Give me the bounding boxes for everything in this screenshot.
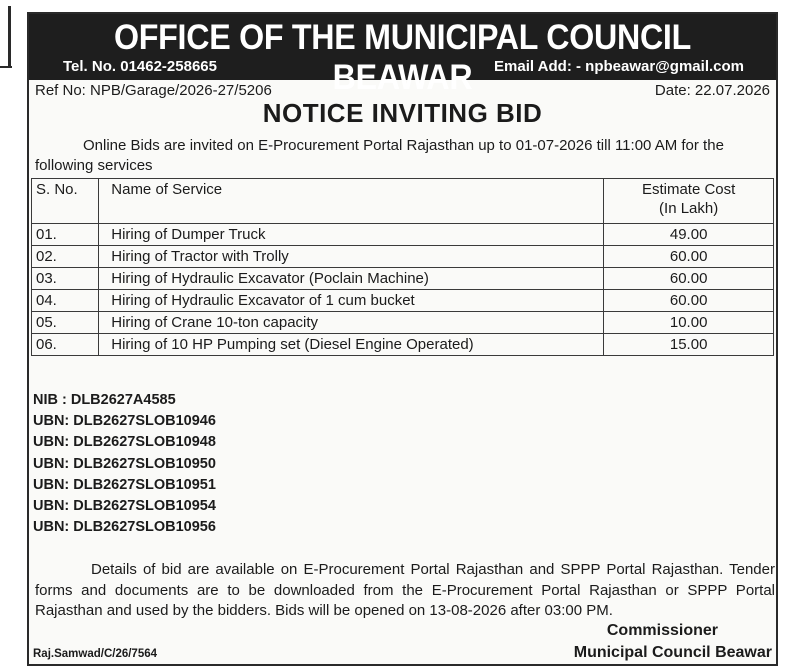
column-header-cost: [604, 179, 774, 224]
column-header-sno: S. No.: [32, 179, 99, 224]
nib-number: NIB : DLB2627A4585: [33, 392, 176, 408]
cost-header-line2: (In Lakh): [659, 200, 719, 217]
table-row: [32, 224, 774, 246]
office-title: OFFICE OF THE MUNICIPAL COUNCIL BEAWAR: [113, 18, 691, 97]
ubn-number: UBN: DLB2627SLOB10956: [33, 519, 216, 536]
table-row: [32, 312, 774, 334]
table-header-row: [32, 179, 774, 224]
ubn-number: UBN: DLB2627SLOB10948: [33, 434, 216, 451]
reference-number: Ref No: NPB/Garage/2026-27/5206: [35, 82, 272, 99]
cell-cost: 60.00: [604, 268, 774, 290]
cost-header-line1: Estimate Cost: [641, 181, 736, 198]
cell-cost: 49.00: [604, 224, 774, 246]
cell-sno: 03.: [32, 268, 99, 290]
cell-sno: 05.: [32, 312, 99, 334]
signatory-title: Commissioner: [606, 622, 718, 639]
details-paragraph: Details of bid are available on E-Procurement Portal Rajasthan and SPPP Portal Rajasthan. Tender forms and documents are to be downloaded from the E-Procurement Portal Rajasthan or SPPP Portal Rajasthan and used by the bidders. Bids will be opened on 13-08-2026 after 03:00 PM.: [35, 561, 775, 619]
table-row: [32, 334, 774, 356]
cell-service-name: Hiring of Hydraulic Excavator (Poclain Machine): [99, 268, 604, 290]
ubn-number: UBN: DLB2627SLOB10954: [33, 498, 216, 515]
telephone-number: Tel. No. 01462-258665: [63, 58, 217, 75]
page-edge-mark: [8, 6, 11, 68]
table-row: [32, 290, 774, 312]
ubn-number: UBN: DLB2627SLOB10950: [33, 455, 216, 472]
services-table: [31, 178, 774, 356]
table-row: [32, 246, 774, 268]
cell-cost: 60.00: [604, 246, 774, 268]
column-header-service: Name of Service: [99, 179, 604, 224]
cell-cost: 10.00: [604, 312, 774, 334]
notice-title: NOTICE INVITING BID: [262, 98, 543, 128]
page-edge-mark-foot: [0, 66, 12, 68]
table-row: [32, 268, 774, 290]
email-address: Email Add: - npbeawar@gmail.com: [494, 58, 744, 75]
cell-cost: 60.00: [604, 290, 774, 312]
cell-service-name: Hiring of Crane 10-ton capacity: [99, 312, 604, 334]
cell-sno: 02.: [32, 246, 99, 268]
signatory-office: Municipal Council Beawar: [573, 644, 772, 661]
notice-date: Date: 22.07.2026: [654, 82, 770, 99]
cell-service-name: Hiring of Dumper Truck: [99, 224, 604, 246]
notice-frame: [27, 12, 778, 666]
cell-cost: 15.00: [604, 334, 774, 356]
cell-service-name: Hiring of Hydraulic Excavator of 1 cum bucket: [99, 290, 604, 312]
ubn-number: UBN: DLB2627SLOB10946: [33, 413, 216, 430]
cell-sno: 04.: [32, 290, 99, 312]
samwad-reference: Raj.Samwad/C/26/7564: [33, 648, 158, 660]
cell-sno: 06.: [32, 334, 99, 356]
intro-paragraph: Online Bids are invited on E-Procurement Portal Rajasthan up to 01-07-2026 till 11:00 AM for the following services: [35, 137, 724, 174]
cell-service-name: Hiring of 10 HP Pumping set (Diesel Engine Operated): [99, 334, 604, 356]
ubn-number: UBN: DLB2627SLOB10951: [33, 476, 216, 493]
bid-identifiers: [33, 390, 216, 538]
cell-sno: 01.: [32, 224, 99, 246]
cell-service-name: Hiring of Tractor with Trolly: [99, 246, 604, 268]
